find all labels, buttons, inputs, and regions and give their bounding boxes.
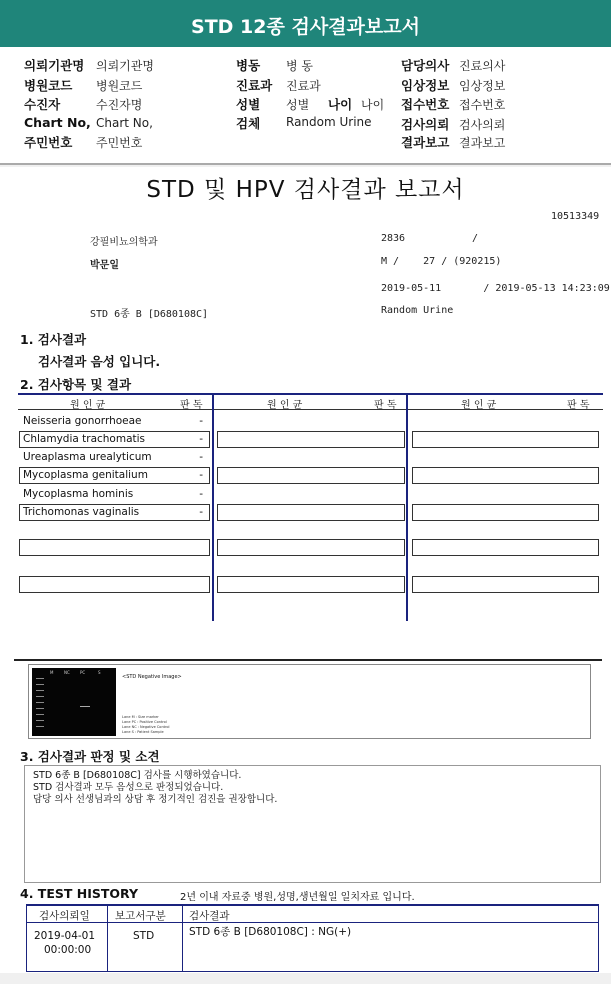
- info-value: 수진자명: [96, 98, 143, 112]
- empty-row: [217, 576, 405, 593]
- gel-electrophoresis-image: [32, 668, 116, 736]
- empty-row: [412, 467, 599, 484]
- specimen-type: Random Urine: [381, 305, 454, 316]
- empty-row: [217, 504, 405, 521]
- gel-legend-line: Lane PC : Positive Control: [122, 720, 167, 724]
- info-label: 담당의사: [401, 58, 450, 73]
- organism-name: Mycoplasma hominis: [23, 488, 134, 500]
- history-date: 2019-04-01: [34, 930, 96, 942]
- organism-name: Chlamydia trachomatis: [23, 433, 146, 445]
- info-label: 성별: [236, 97, 261, 112]
- report-banner: [0, 0, 611, 47]
- empty-row: [412, 576, 599, 593]
- gel-image-title: <STD Negative Image>: [122, 674, 182, 680]
- patient-info-panel: [0, 47, 611, 165]
- col-organism-header: 원 인 균: [267, 400, 303, 411]
- empty-row: [412, 431, 599, 448]
- report-number: 10513349: [551, 211, 600, 222]
- info-label: 임상정보: [401, 78, 450, 93]
- empty-row: [412, 504, 599, 521]
- col-result-header: 판 독: [567, 400, 590, 411]
- info-value: 주민번호: [96, 136, 143, 150]
- section3-heading: 3. 검사결과 판정 및 소견: [20, 749, 160, 764]
- organism-result: -: [199, 433, 203, 445]
- opinion-line: STD 6종 B [D680108C] 검사를 시행하였습니다.: [33, 770, 242, 781]
- col-organism-header: 원 인 균: [461, 400, 497, 411]
- history-col-date: 검사의뢰일: [39, 910, 90, 922]
- info-value: Chart No,: [96, 116, 153, 130]
- info-label: 검사의뢰: [401, 117, 450, 132]
- empty-row: [217, 431, 405, 448]
- report-sheet: [0, 167, 611, 973]
- section2-heading: 2. 검사항목 및 결과: [20, 377, 132, 392]
- info-value: 성별: [286, 98, 310, 112]
- col-organism-header: 원 인 균: [70, 400, 106, 411]
- organism-name: Ureaplasma urealyticum: [23, 451, 152, 463]
- gel-lane-label: PC: [80, 670, 86, 675]
- section4-heading: 4. TEST HISTORY: [20, 886, 139, 901]
- info-label: 검체: [236, 116, 261, 131]
- organism-row: [19, 413, 210, 430]
- info-label: 주민번호: [24, 135, 73, 150]
- gel-lane-label: M: [50, 670, 54, 675]
- test-history-table: [26, 904, 599, 972]
- history-col-type: 보고서구분: [115, 910, 166, 922]
- patient-name: 박문일: [90, 260, 119, 271]
- info-label: 진료과: [236, 78, 273, 93]
- empty-row: [217, 539, 405, 556]
- col-result-header: 판 독: [374, 400, 397, 411]
- col-result-header: 판 독: [180, 400, 203, 411]
- organism-result: -: [199, 506, 203, 518]
- section1-heading: 1. 검사결과: [20, 332, 87, 347]
- info-label: 병동: [236, 58, 261, 73]
- result-summary: 검사결과 음성 입니다.: [38, 354, 161, 369]
- info-value: 임상정보: [459, 79, 506, 93]
- info-value: 진료의사: [459, 59, 506, 73]
- info-value: 결과보고: [459, 136, 506, 150]
- opinion-box: [24, 765, 601, 883]
- gel-legend-line: Lane M : Size marker: [122, 715, 159, 719]
- organism-result: -: [199, 415, 203, 427]
- patient-number: 2836: [381, 233, 406, 244]
- info-label: 의뢰기관명: [24, 58, 85, 73]
- age-value: 나이: [361, 98, 385, 112]
- history-col-result: 검사결과: [189, 910, 230, 922]
- grid-header: [18, 395, 603, 410]
- info-value: 의뢰기관명: [96, 59, 154, 73]
- organism-name: Mycoplasma genitalium: [23, 469, 148, 481]
- organism-result: -: [199, 469, 203, 481]
- banner-title: STD 12종 검사결과보고서: [191, 16, 420, 38]
- info-label: 병원코드: [24, 78, 73, 93]
- info-label: 접수번호: [401, 97, 450, 112]
- info-label: 결과보고: [401, 135, 450, 150]
- organism-name: Trichomonas vaginalis: [23, 506, 140, 518]
- gel-legend-line: Lane S : Patient Sample: [122, 730, 164, 734]
- history-result: STD 6종 B [D680108C] : NG(+): [189, 926, 352, 938]
- info-value: 병 동: [286, 59, 313, 73]
- organism-row: [19, 431, 210, 448]
- age-label: 나이: [328, 97, 353, 112]
- organism-row: [19, 504, 210, 521]
- gel-lane-label: NC: [64, 670, 70, 675]
- organism-result-grid: [18, 393, 603, 621]
- info-value: 접수번호: [459, 98, 506, 112]
- history-type: STD: [133, 930, 155, 942]
- organism-row: [19, 467, 210, 484]
- history-note: 2년 이내 자료중 병원,성명,생년월일 일치자료 입니다.: [180, 892, 415, 903]
- history-time: 00:00:00: [44, 944, 92, 956]
- patient-sex-age: M / 27 / (920215): [381, 256, 502, 267]
- empty-row: [19, 576, 210, 593]
- gel-legend-line: Lane NC : Negative Control: [122, 725, 170, 729]
- report-title: STD 및 HPV 검사결과 보고서: [146, 177, 465, 203]
- info-value: 병원코드: [96, 79, 143, 93]
- gel-image-panel: [28, 664, 591, 739]
- test-name: STD 6종 B [D680108C]: [90, 309, 209, 320]
- patient-number-separator: /: [472, 233, 479, 244]
- organism-result: -: [199, 451, 203, 463]
- empty-row: [217, 467, 405, 484]
- info-label: 수진자: [24, 97, 61, 112]
- empty-row: [19, 539, 210, 556]
- info-value: 진료과: [286, 79, 321, 93]
- organism-name: Neisseria gonorrhoeae: [23, 415, 142, 427]
- section-divider: [14, 659, 602, 661]
- organism-row: [19, 449, 210, 466]
- organism-result: -: [199, 488, 203, 500]
- gel-lane-label: S: [98, 670, 101, 675]
- report-dates: 2019-05-11 / 2019-05-13 14:23:09: [381, 283, 610, 294]
- info-label: Chart No,: [24, 115, 91, 130]
- hospital-name: 강필비뇨의학과: [90, 237, 158, 248]
- opinion-line: 담당 의사 선생님과의 상담 후 정기적인 검진을 권장합니다.: [33, 794, 278, 805]
- history-header-row: [27, 906, 598, 923]
- opinion-line: STD 검사결과 모두 음성으로 판정되었습니다.: [33, 782, 224, 793]
- organism-row: [19, 486, 210, 503]
- empty-row: [412, 539, 599, 556]
- info-value: Random Urine: [286, 115, 372, 129]
- info-value: 검사의뢰: [459, 118, 506, 132]
